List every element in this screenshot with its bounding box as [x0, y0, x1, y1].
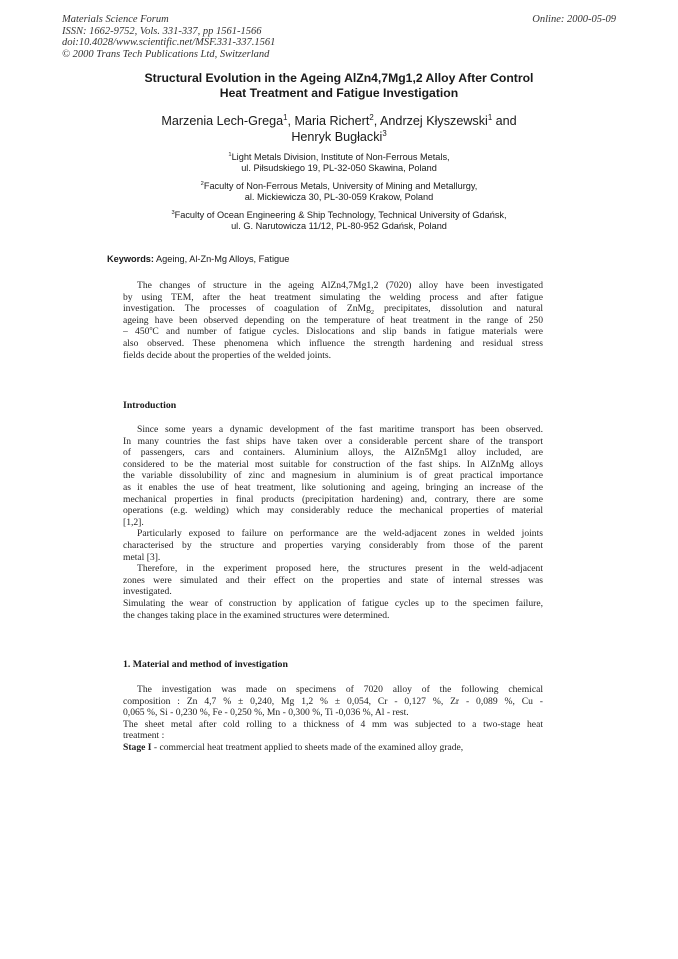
- journal-name: Materials Science Forum: [62, 14, 169, 25]
- author-list: [80, 113, 598, 145]
- author-affiliation-mark: 3: [382, 128, 387, 138]
- paragraph-line: [1,2].: [123, 516, 144, 528]
- abstract-line: ageing have been observed depending on the temperature of heat treatment in the range of 250: [123, 314, 543, 326]
- affiliation-address: al. Mickiewicza 30, PL-30-059 Krakow, Poland: [244, 192, 434, 203]
- affiliation-address: ul. G. Narutowicza 11/12, PL-80-952 Gdańsk, Poland: [231, 221, 447, 232]
- author-name: Andrzej Kłyszewski: [380, 114, 488, 128]
- paragraph-line: [123, 742, 543, 754]
- affiliation-address: ul. Piłsudskiego 19, PL-32-050 Skawina, Poland: [241, 163, 437, 174]
- author-affiliation-mark: 1: [283, 112, 288, 122]
- abstract-line: fields decide about the properties of the welded joints.: [123, 349, 332, 361]
- title-line-1: Structural Evolution in the Ageing AlZn4,7Mg1,2 Alloy After Control: [144, 71, 534, 85]
- abstract-line: also observed. These phenomena which influence the strength hardening and residual stress: [123, 337, 543, 349]
- abstract: [123, 280, 543, 361]
- paragraph-line: considered to be the material most suitable for construction of the fast ships. In AlZnMg alloys: [123, 458, 543, 470]
- paragraph-line: The sheet metal after cold rolling to a thickness of 4 mm was subjected to a two-stage heat: [123, 718, 543, 730]
- paragraph-line: The investigation was made on specimens of 7020 alloy of the following chemical: [137, 684, 543, 695]
- author-affiliation-mark: 1: [487, 112, 493, 122]
- author-name: Maria Richert: [294, 114, 370, 128]
- paragraph-line: the variable dissolubility of zinc and magnesium in aluminium is of great practical importance: [123, 470, 543, 482]
- author-line-2: [80, 129, 598, 145]
- introduction-body: [123, 424, 543, 621]
- author-name: Marzenia Lech-Grega: [161, 114, 284, 128]
- paragraph-line: Since some years a dynamic development of the fast maritime transport has been observed.: [137, 424, 543, 435]
- abstract-text: precipitates, dissolution and natural: [374, 303, 543, 315]
- affiliation-line: [70, 152, 608, 163]
- paragraph-line: Simulating the wear of construction by application of fatigue cycles up to the specimen failure,: [123, 597, 543, 609]
- affiliation-mark: 1: [228, 151, 232, 158]
- affiliation-mark: 3: [171, 209, 175, 216]
- title-line-2: Heat Treatment and Fatigue Investigation: [219, 85, 459, 100]
- doi-line: doi:10.4028/www.scientific.net/MSF.331-337.1561: [62, 37, 276, 49]
- publication-info: [62, 14, 275, 60]
- online-date: Online: 2000-05-09: [532, 14, 616, 25]
- section-1-heading: 1. Material and method of investigation: [123, 659, 288, 670]
- paragraph-line: composition : Zn 4,7 % ± 0,240, Mg 1,2 % ± 0,054, Cr - 0,127 %, Zr - 0,089 %, Cu -: [123, 695, 543, 707]
- affiliation-mark: 2: [200, 180, 204, 187]
- abstract-line: The changes of structure in the ageing AlZn4,7Mg1,2 (7020) alloy have been investigated: [137, 280, 543, 291]
- stage-text: - commercial heat treatment applied to sheets made of the examined alloy grade,: [151, 741, 464, 753]
- paragraph-line: as it enables the use of heat treatment, like solutioning and ageing, bringing an increase of the: [123, 481, 543, 493]
- paragraph-line: investigated.: [123, 586, 172, 598]
- introduction-heading: Introduction: [123, 400, 177, 411]
- keywords: [107, 254, 289, 264]
- abstract-text: investigation. The processes of coagulation of ZnMg: [123, 303, 371, 315]
- abstract-text: – 450: [123, 326, 150, 338]
- author-separator: ,: [373, 114, 381, 128]
- abstract-text: C and number of fatigue cycles. Dislocations and slip bands in fatigue materials were: [152, 326, 543, 338]
- affiliation-text: Light Metals Division, Institute of Non-Ferrous Metals,: [231, 152, 450, 162]
- affiliation-text: Faculty of Ocean Engineering & Ship Technology, Technical University of Gdańsk,: [174, 210, 507, 220]
- paragraph-line: metal [3].: [123, 551, 161, 563]
- paragraph-line: the changes taking place in the examined structures were determined.: [123, 609, 390, 621]
- author-separator: and: [492, 114, 517, 128]
- paragraph-line: In many countries the fast ships have taken over a considerable percent share of the transport: [123, 435, 543, 447]
- abstract-superscript: o: [149, 326, 153, 333]
- affiliation-line: [70, 181, 608, 192]
- paragraph-line: treatment :: [123, 730, 165, 742]
- affiliation-line: [70, 210, 608, 221]
- paragraph-line: mechanical properties in final products (precipitation hardening) and, contrary, there are some: [123, 493, 543, 505]
- paragraph-line: zones were simulated and their effect on the properties and state of internal stresses was: [123, 574, 543, 586]
- paragraph-line: characterised by the structure and properties varying considerably from those of the parent: [123, 539, 543, 551]
- section-1-body: [123, 684, 543, 754]
- paragraph-line: Therefore, in the experiment proposed here, the structures present in the weld-adjacent: [137, 563, 543, 575]
- affiliation-1: [70, 152, 608, 174]
- abstract-subscript: 2: [370, 309, 374, 315]
- affiliation-text: Faculty of Non-Ferrous Metals, University of Mining and Metallurgy,: [203, 181, 478, 191]
- author-affiliation-mark: 2: [369, 112, 374, 122]
- paper-title: [80, 71, 598, 100]
- keywords-label: Keywords:: [107, 254, 154, 264]
- author-separator: ,: [287, 114, 295, 128]
- keywords-text: Ageing, Al-Zn-Mg Alloys, Fatigue: [153, 254, 290, 264]
- stage-label: Stage I: [123, 741, 152, 753]
- author-name: Henryk Bugłacki: [291, 130, 383, 144]
- paragraph-line: operations (e.g. welding) which may considerably reduce the mechanical properties of material: [123, 505, 543, 517]
- abstract-line: by using TEM, after the heat treatment simulating the welding process and after fatigue: [123, 291, 543, 303]
- affiliation-3: [70, 210, 608, 232]
- copyright-line: © 2000 Trans Tech Publications Ltd, Switzerland: [62, 48, 270, 60]
- abstract-line: [123, 326, 543, 338]
- author-line-1: [80, 113, 598, 129]
- abstract-line: [123, 303, 543, 315]
- paragraph-line: of passengers, cars and containers. Aluminium alloys, the AlZn5Mg1 alloy included, are: [123, 447, 543, 459]
- issn-line: ISSN: 1662-9752, Vols. 331-337, pp 1561-1566: [62, 25, 262, 37]
- paragraph-line: Particularly exposed to failure on performance are the weld-adjacent zones in welded joints: [137, 528, 543, 540]
- paragraph-line: 0,065 %, Si - 0,230 %, Fe - 0,250 %, Mn - 0,300 %, Ti -0,036 %, Al - rest.: [123, 707, 409, 719]
- affiliation-2: [70, 181, 608, 203]
